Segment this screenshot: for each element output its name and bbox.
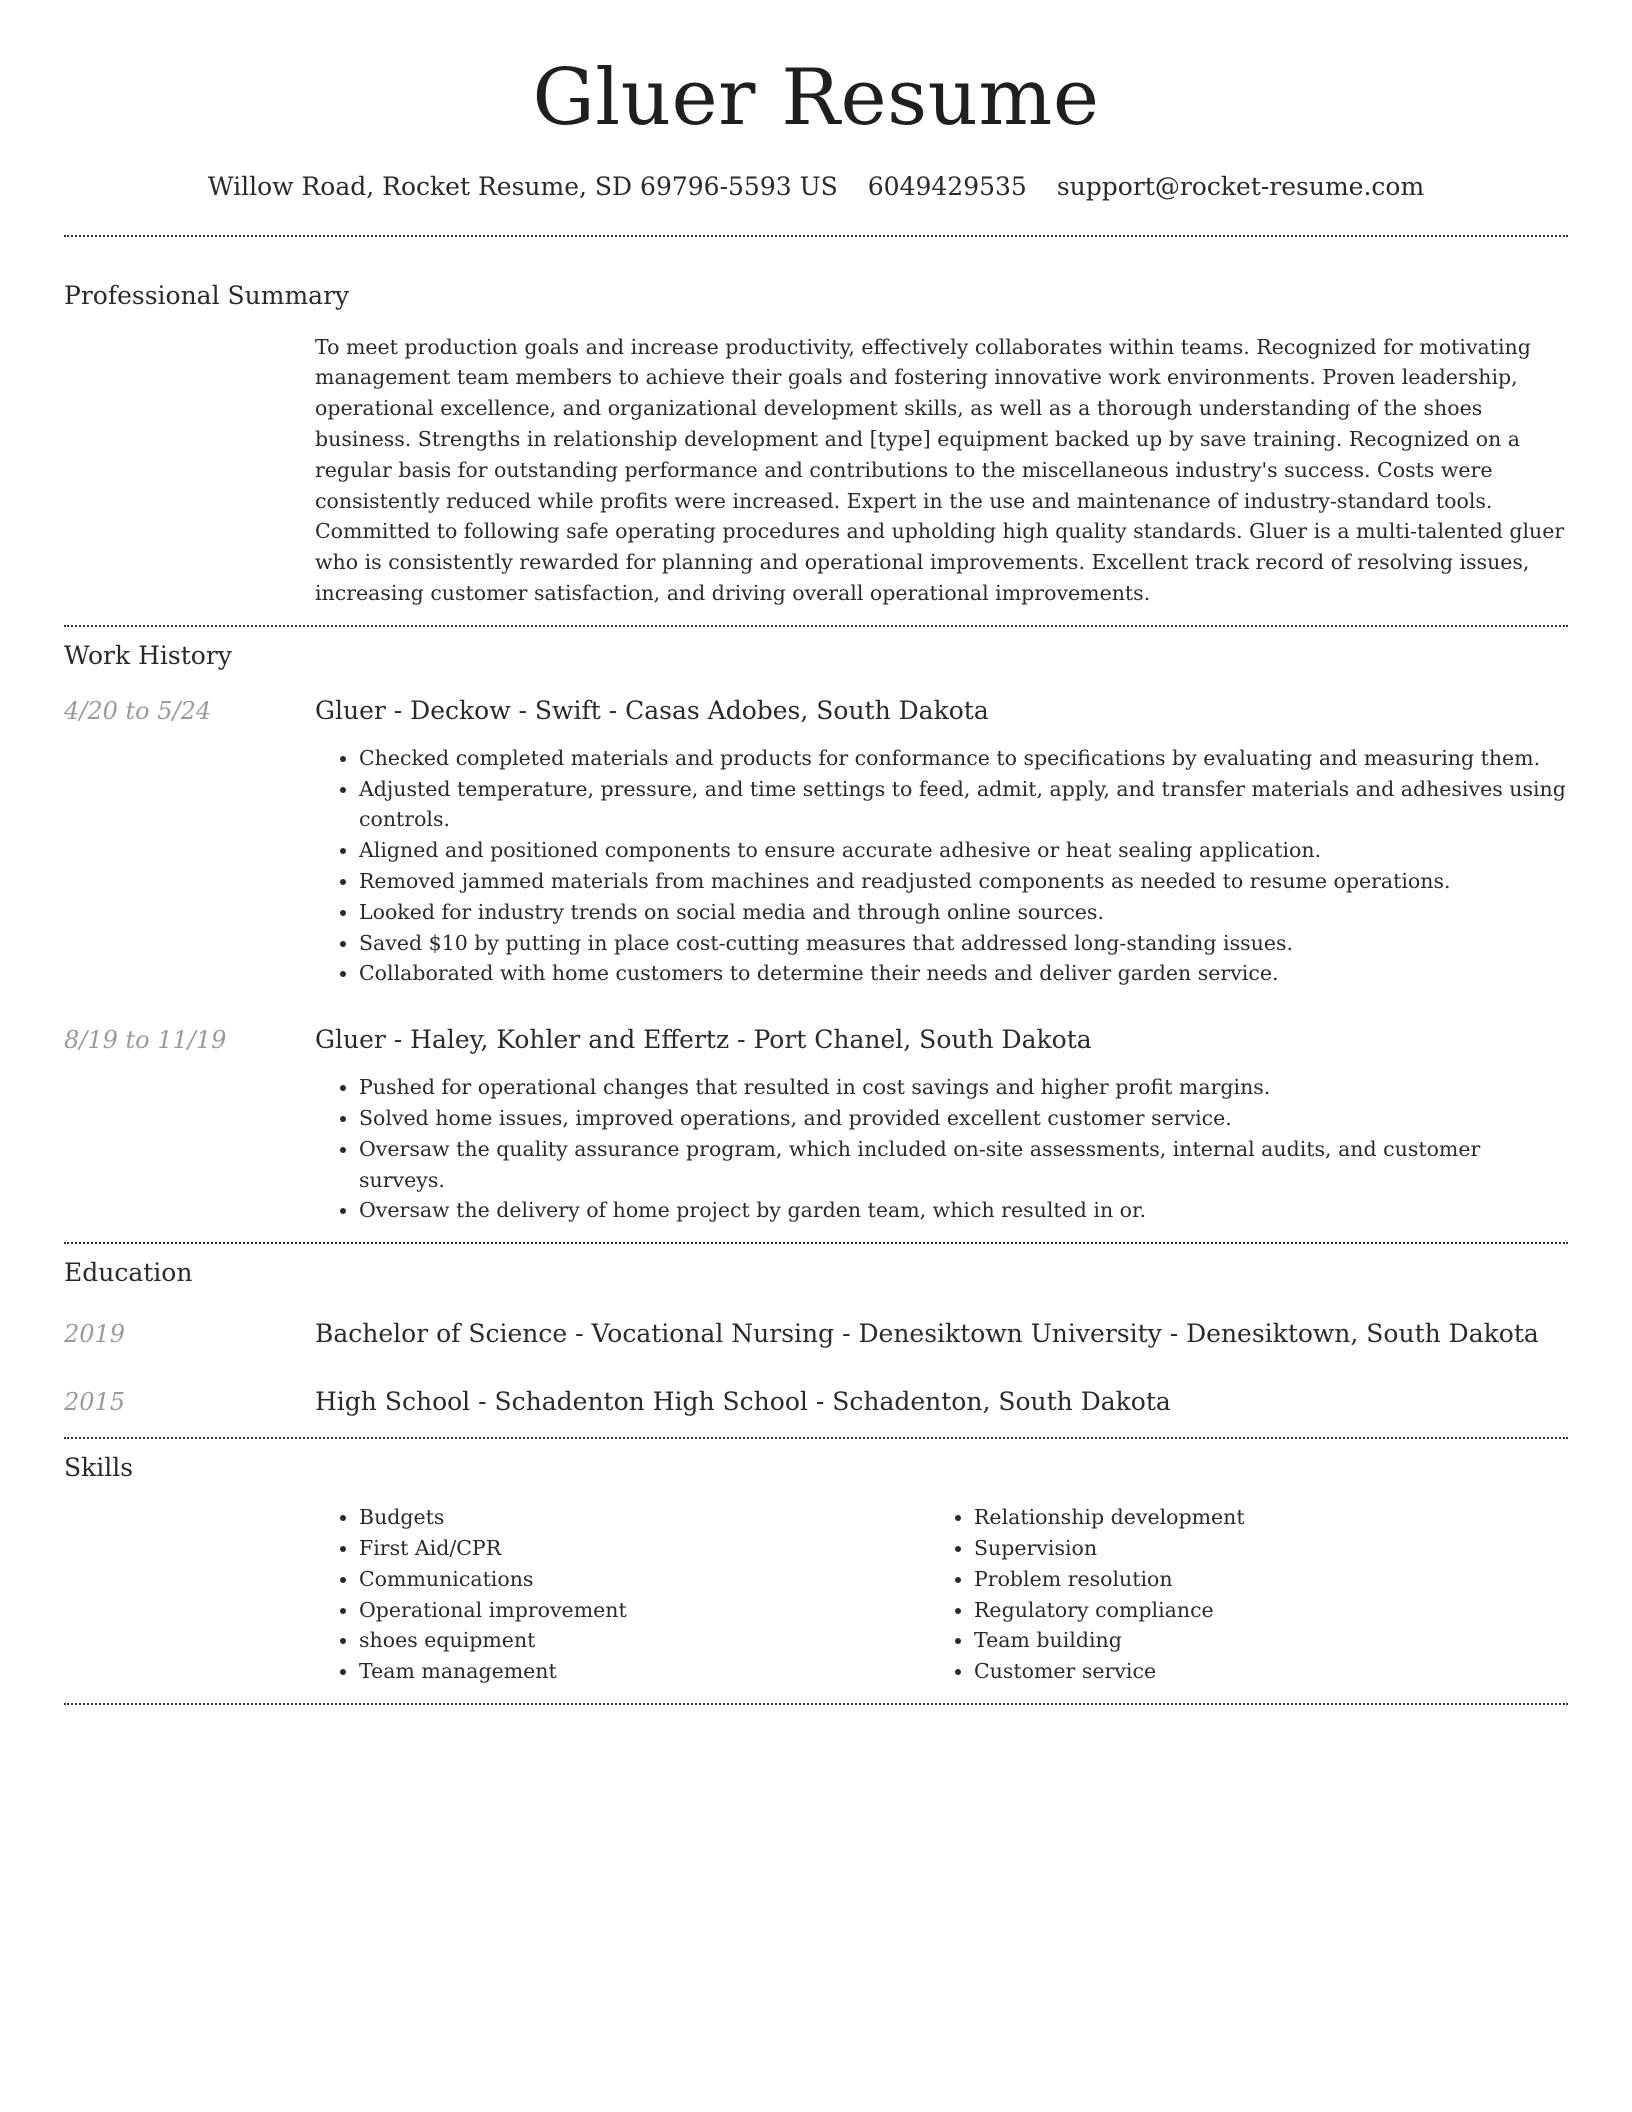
education-section bbox=[64, 1258, 1568, 1419]
skill-item: • Budgets bbox=[359, 1502, 930, 1533]
skill-item: • Operational improvement bbox=[359, 1595, 930, 1626]
job-bullets bbox=[315, 1072, 1568, 1226]
job-entry bbox=[64, 694, 1568, 989]
contact-email: support@rocket-resume.com bbox=[1056, 171, 1425, 201]
skill-item: • shoes equipment bbox=[359, 1625, 930, 1656]
skill-item: • Customer service bbox=[974, 1656, 1545, 1687]
professional-summary-section bbox=[64, 281, 1568, 625]
list-item: • Saved $10 by putting in place cost-cutting measures that addressed long-standing issues. bbox=[359, 928, 1568, 959]
list-item: • Pushed for operational changes that resulted in cost savings and higher profit margins. bbox=[359, 1072, 1568, 1103]
skill-item: • Regulatory compliance bbox=[974, 1595, 1545, 1626]
skills-list-left bbox=[315, 1502, 930, 1687]
skill-item: • Team building bbox=[974, 1625, 1545, 1656]
list-item: • Oversaw the quality assurance program, which included on-site assessments, internal audits, and customer surveys. bbox=[359, 1134, 1568, 1196]
work-divider bbox=[64, 1242, 1568, 1244]
contact-line bbox=[64, 172, 1568, 201]
section-title-work: Work History bbox=[64, 640, 232, 670]
list-item: • Adjusted temperature, pressure, and time settings to feed, admit, apply, and transfer materials and adhesives using controls. bbox=[359, 774, 1568, 836]
list-item: • Checked completed materials and products for conformance to specifications by evaluating and measuring them. bbox=[359, 743, 1568, 774]
summary-text: To meet production goals and increase productivity, effectively collaborates within teams. Recognized for motivating management team members to achieve their goals and fostering innovative work environments. Proven leadership, operational excellence, and organizational development skills, as well as a thorough understanding of the shoes business. Strengths in relationship development and [type] equipment backed up by save training. Recognized on a regular basis for outstanding performance and contributions to the miscellaneous industry's success. Costs were consistently reduced while profits were increased. Expert in the use and maintenance of industry-standard tools. Committed to following safe operating procedures and upholding high quality standards. Gluer is a multi-talented gluer who is consistently rewarded for planning and operational improvements. Excellent track record of resolving issues, increasing customer satisfaction, and driving overall operational improvements. bbox=[315, 334, 1565, 605]
job-title: Gluer - Haley, Kohler and Effertz - Port Chanel, South Dakota bbox=[315, 1025, 1092, 1055]
skill-item: • Team management bbox=[359, 1656, 930, 1687]
list-item: • Looked for industry trends on social media and through online sources. bbox=[359, 897, 1568, 928]
skill-item: • Communications bbox=[359, 1564, 930, 1595]
job-dates: 8/19 to 11/19 bbox=[64, 1026, 227, 1055]
skills-list-right bbox=[930, 1502, 1545, 1687]
skills-divider bbox=[64, 1703, 1568, 1705]
skill-item: • Supervision bbox=[974, 1533, 1545, 1564]
education-title: Bachelor of Science - Vocational Nursing - Denesiktown University - Denesiktown, South Dakota bbox=[315, 1319, 1539, 1349]
contact-address: Willow Road, Rocket Resume, SD 69796-5593 US bbox=[207, 171, 838, 201]
resume-header bbox=[64, 0, 1568, 201]
job-title: Gluer - Deckow - Swift - Casas Adobes, South Dakota bbox=[315, 695, 989, 725]
section-title-summary: Professional Summary bbox=[64, 280, 350, 310]
skill-item: • Problem resolution bbox=[974, 1564, 1545, 1595]
list-item: • Solved home issues, improved operations, and provided excellent customer service. bbox=[359, 1103, 1568, 1134]
education-divider bbox=[64, 1437, 1568, 1439]
list-item: • Oversaw the delivery of home project by garden team, which resulted in or. bbox=[359, 1195, 1568, 1226]
skills-grid bbox=[315, 1502, 1568, 1687]
section-title-skills: Skills bbox=[64, 1453, 134, 1483]
job-entry bbox=[64, 1023, 1568, 1226]
header-divider bbox=[64, 235, 1568, 237]
education-entry bbox=[64, 1385, 1568, 1419]
education-title: High School - Schadenton High School - Schadenton, South Dakota bbox=[315, 1387, 1171, 1417]
list-item: • Collaborated with home customers to determine their needs and deliver garden service. bbox=[359, 958, 1568, 989]
education-entry bbox=[64, 1317, 1568, 1351]
resume-name: Gluer Resume bbox=[532, 53, 1100, 143]
education-year: 2019 bbox=[64, 1320, 126, 1349]
education-year: 2015 bbox=[64, 1388, 126, 1417]
skill-item: • First Aid/CPR bbox=[359, 1533, 930, 1564]
job-dates: 4/20 to 5/24 bbox=[64, 696, 212, 725]
list-item: • Removed jammed materials from machines and readjusted components as needed to resume operations. bbox=[359, 866, 1568, 897]
section-title-education: Education bbox=[64, 1258, 193, 1288]
list-item: • Aligned and positioned components to ensure accurate adhesive or heat sealing application. bbox=[359, 835, 1568, 866]
work-history-section bbox=[64, 641, 1568, 1226]
skills-section bbox=[64, 1453, 1568, 1687]
job-bullets bbox=[315, 743, 1568, 989]
contact-phone: 6049429535 bbox=[867, 171, 1027, 201]
summary-divider bbox=[64, 625, 1568, 627]
skill-item: • Relationship development bbox=[974, 1502, 1545, 1533]
